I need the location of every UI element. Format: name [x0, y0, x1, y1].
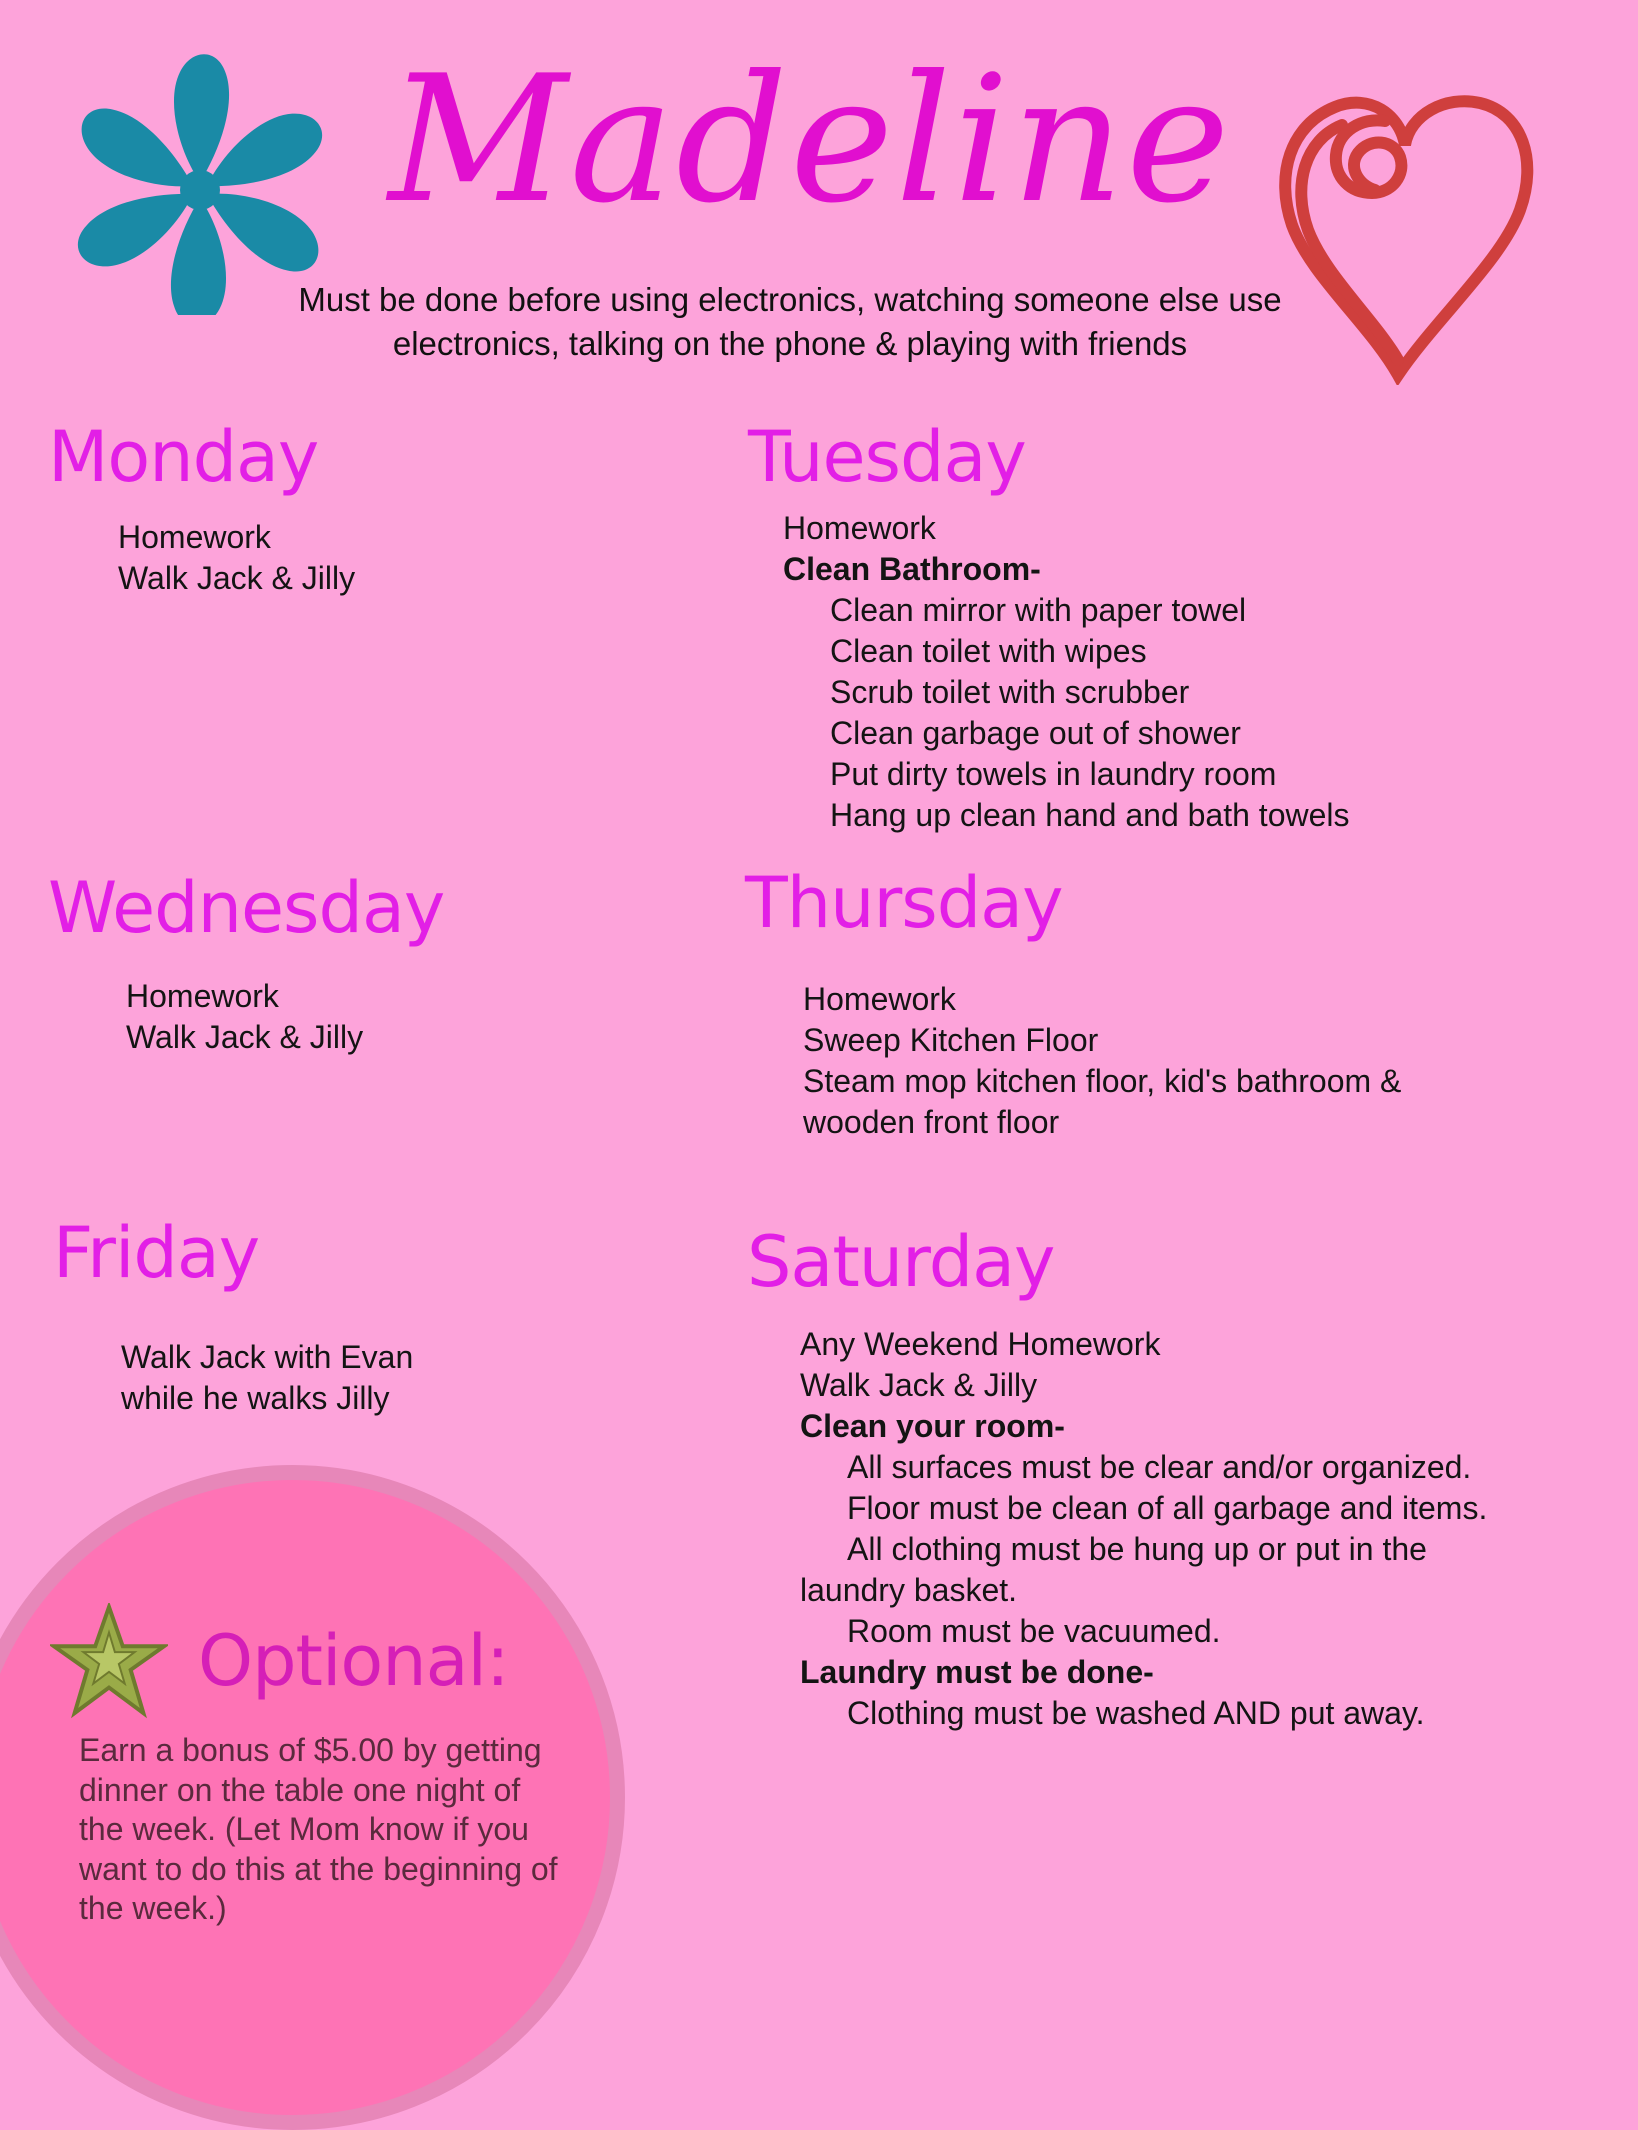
- list-item: Homework: [783, 510, 936, 546]
- saturday-tasks: [800, 1324, 1487, 1734]
- list-item: Clothing must be washed AND put away.: [847, 1695, 1425, 1731]
- tuesday-tasks: [783, 508, 1350, 836]
- section-title: Laundry must be done-: [800, 1654, 1154, 1690]
- list-item: Walk Jack & Jilly: [126, 1019, 364, 1055]
- star-icon: [50, 1603, 168, 1721]
- list-item: while he walks Jilly: [121, 1380, 390, 1416]
- optional-line: dinner on the table one night of: [79, 1771, 521, 1808]
- monday-tasks: [118, 517, 355, 599]
- monday-heading: Monday: [48, 416, 319, 498]
- list-item: Steam mop kitchen floor, kid's bathroom &: [803, 1063, 1402, 1099]
- friday-tasks: [121, 1337, 413, 1419]
- list-item: Put dirty towels in laundry room: [830, 756, 1277, 792]
- list-item: Any Weekend Homework: [800, 1326, 1161, 1362]
- optional-text: [79, 1731, 599, 1929]
- optional-title: Optional:: [198, 1620, 509, 1702]
- subtitle-line-2: electronics, talking on the phone & playing with friends: [392, 325, 1188, 362]
- subtitle: [200, 278, 1380, 366]
- list-item: Floor must be clean of all garbage and items.: [847, 1490, 1488, 1526]
- thursday-tasks: [803, 979, 1401, 1143]
- list-item: laundry basket.: [800, 1572, 1018, 1608]
- page-title: [388, 39, 1232, 242]
- list-item: Walk Jack with Evan: [121, 1339, 414, 1375]
- title-name: Madeline: [388, 39, 1232, 242]
- list-item: Room must be vacuumed.: [847, 1613, 1221, 1649]
- list-item: Walk Jack & Jilly: [800, 1367, 1038, 1403]
- list-item: Walk Jack & Jilly: [118, 560, 356, 596]
- tuesday-heading: Tuesday: [748, 416, 1026, 498]
- subtitle-line-1: Must be done before using electronics, watching someone else use: [298, 281, 1282, 318]
- list-item: Homework: [118, 519, 271, 555]
- list-item: Scrub toilet with scrubber: [830, 674, 1190, 710]
- section-title: Clean Bathroom-: [783, 551, 1041, 587]
- optional-line: want to do this at the beginning of: [79, 1850, 558, 1887]
- friday-heading: Friday: [53, 1212, 260, 1294]
- optional-line: Earn a bonus of $5.00 by getting: [79, 1732, 542, 1768]
- saturday-heading: Saturday: [747, 1221, 1055, 1303]
- list-item: All surfaces must be clear and/or organized.: [847, 1449, 1472, 1485]
- list-item: Sweep Kitchen Floor: [803, 1022, 1099, 1058]
- wednesday-heading: Wednesday: [48, 867, 445, 949]
- list-item: All clothing must be hung up or put in the: [847, 1531, 1427, 1567]
- section-title: Clean your room-: [800, 1408, 1065, 1444]
- list-item: Hang up clean hand and bath towels: [830, 797, 1350, 833]
- thursday-heading: Thursday: [745, 862, 1063, 944]
- list-item: Homework: [803, 981, 956, 1017]
- asterisk-flower-icon: [50, 25, 335, 315]
- optional-line: the week.): [79, 1890, 227, 1926]
- list-item: Clean garbage out of shower: [830, 715, 1241, 751]
- list-item: Clean mirror with paper towel: [830, 592, 1247, 628]
- list-item: Clean toilet with wipes: [830, 633, 1147, 669]
- wednesday-tasks: [126, 976, 363, 1058]
- list-item: wooden front floor: [803, 1104, 1060, 1140]
- list-item: Homework: [126, 978, 279, 1014]
- optional-line: the week. (Let Mom know if you: [79, 1811, 529, 1847]
